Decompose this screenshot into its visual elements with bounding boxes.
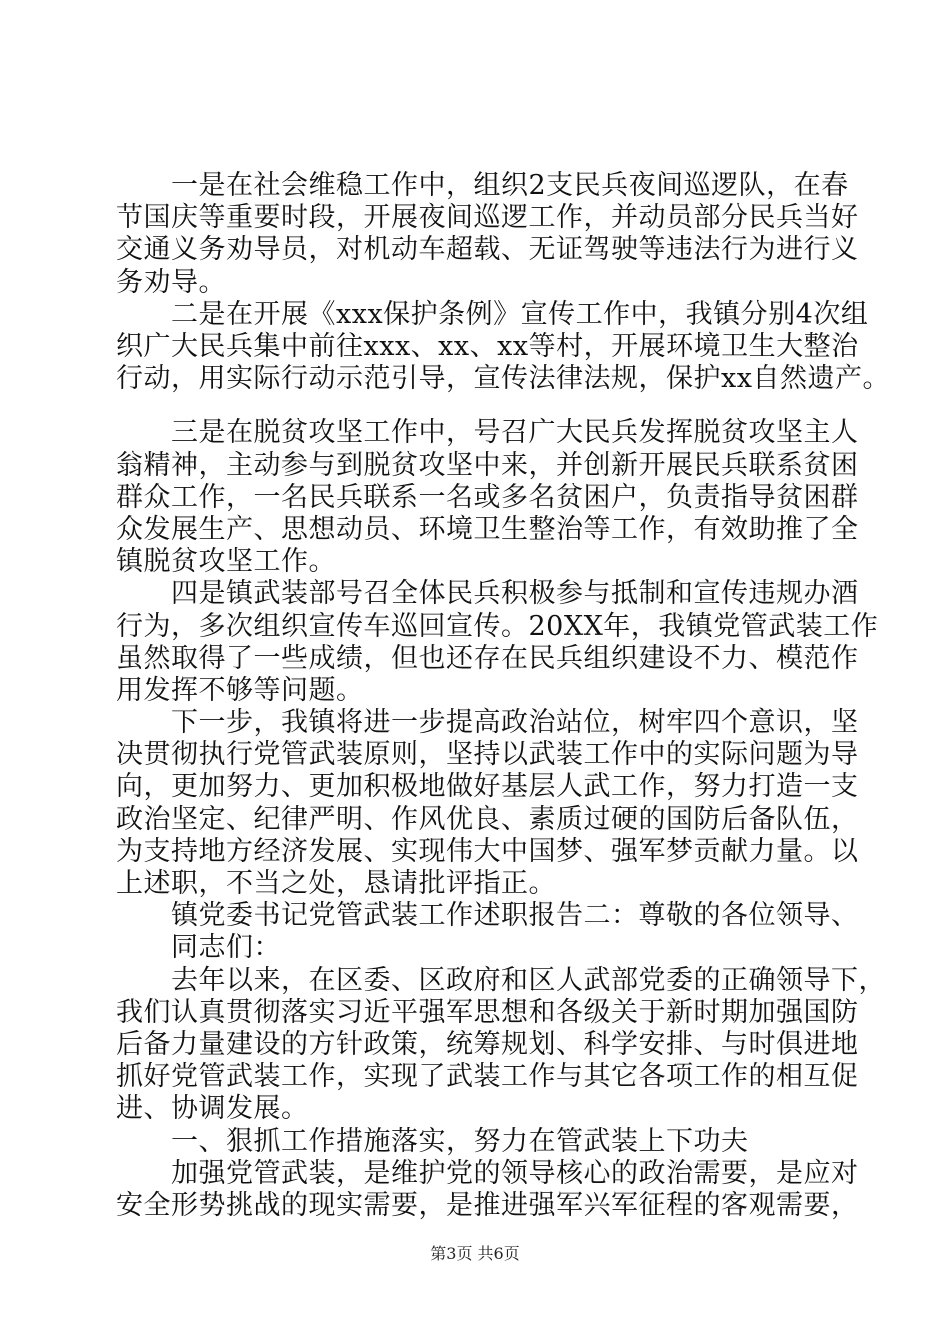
body-line-32: 安全形势挑战的现实需要，是推进强军兴军征程的客观需要，	[116, 1190, 859, 1221]
report-two-heading: 镇党委书记党管武装工作述职报告二：尊敬的各位领导、	[116, 900, 859, 931]
paragraph-5-line-2: 决贯彻执行党管武装原则，坚持以武装工作中的实际问题为导	[116, 739, 859, 770]
paragraph-1-line-3: 交通义务劝导员，对机动车超载、无证驾驶等违法行为进行义	[116, 234, 859, 265]
paragraph-3-line-2: 翁精神，主动参与到脱贫攻坚中来，并创新开展民兵联系贫困	[116, 450, 859, 481]
paragraph-1-line-1: 一是在社会维稳工作中，组织2支民兵夜间巡逻队，在春	[116, 170, 849, 201]
paragraph-2-line-1: 二是在开展《xxx保护条例》宣传工作中，我镇分别4次组	[116, 299, 869, 330]
body-line-30: 一、狠抓工作措施落实，努力在管武装上下功夫	[116, 1126, 749, 1157]
paragraph-6-line-5: 进、协调发展。	[116, 1093, 309, 1124]
paragraph-3-line-3: 群众工作，一名民兵联系一名或多名贫困户，负责指导贫困群	[116, 482, 859, 513]
paragraph-4-line-1: 四是镇武装部号召全体民兵积极参与抵制和宣传违规办酒	[116, 578, 859, 609]
paragraph-6-line-3: 后备力量建设的方针政策，统筹规划、科学安排、与时俱进地	[116, 1029, 859, 1060]
paragraph-4-line-4: 用发挥不够等问题。	[116, 675, 364, 706]
paragraph-2-line-2: 织广大民兵集中前往xxx、xx、xx等村，开展环境卫生大整治	[116, 331, 859, 362]
paragraph-6-line-1: 去年以来，在区委、区政府和区人武部党委的正确领导下，	[116, 965, 886, 996]
paragraph-3-line-1: 三是在脱贫攻坚工作中，号召广大民兵发挥脱贫攻坚主人	[116, 417, 859, 448]
paragraph-5-line-1: 下一步，我镇将进一步提高政治站位，树牢四个意识，坚	[116, 707, 859, 738]
paragraph-1-line-2: 节国庆等重要时段，开展夜间巡逻工作，并动员部分民兵当好	[116, 202, 859, 233]
paragraph-6-line-4: 抓好党管武装工作，实现了武装工作与其它各项工作的相互促	[116, 1061, 859, 1092]
paragraph-5-line-3: 向，更加努力、更加积极地做好基层人武工作，努力打造一支	[116, 771, 859, 802]
paragraph-4-line-2: 行为，多次组织宣传车巡回宣传。20XX年，我镇党管武装工作	[116, 611, 879, 642]
salutation: 同志们：	[116, 932, 281, 963]
page-number-footer: 第3页 共6页	[430, 1244, 520, 1263]
paragraph-5-line-4: 政治坚定、纪律严明、作风优良、素质过硬的国防后备队伍，	[116, 804, 859, 835]
paragraph-4-line-3: 虽然取得了一些成绩，但也还存在民兵组织建设不力、模范作	[116, 643, 859, 674]
paragraph-5-line-6: 上述职，不当之处，恳请批评指正。	[116, 868, 556, 899]
body-line-31: 加强党管武装，是维护党的领导核心的政治需要，是应对	[116, 1158, 859, 1189]
paragraph-5-line-5: 为支持地方经济发展、实现伟大中国梦、强军梦贡献力量。以	[116, 836, 859, 867]
paragraph-6-line-2: 我们认真贯彻落实习近平强军思想和各级关于新时期加强国防	[116, 997, 859, 1028]
paragraph-2-line-3: 行动，用实际行动示范引导，宣传法律法规，保护xx自然遗产。	[116, 363, 890, 394]
paragraph-3-line-5: 镇脱贫攻坚工作。	[116, 546, 336, 577]
paragraph-3-line-4: 众发展生产、思想动员、环境卫生整治等工作，有效助推了全	[116, 514, 859, 545]
paragraph-1-line-4: 务劝导。	[116, 267, 226, 298]
